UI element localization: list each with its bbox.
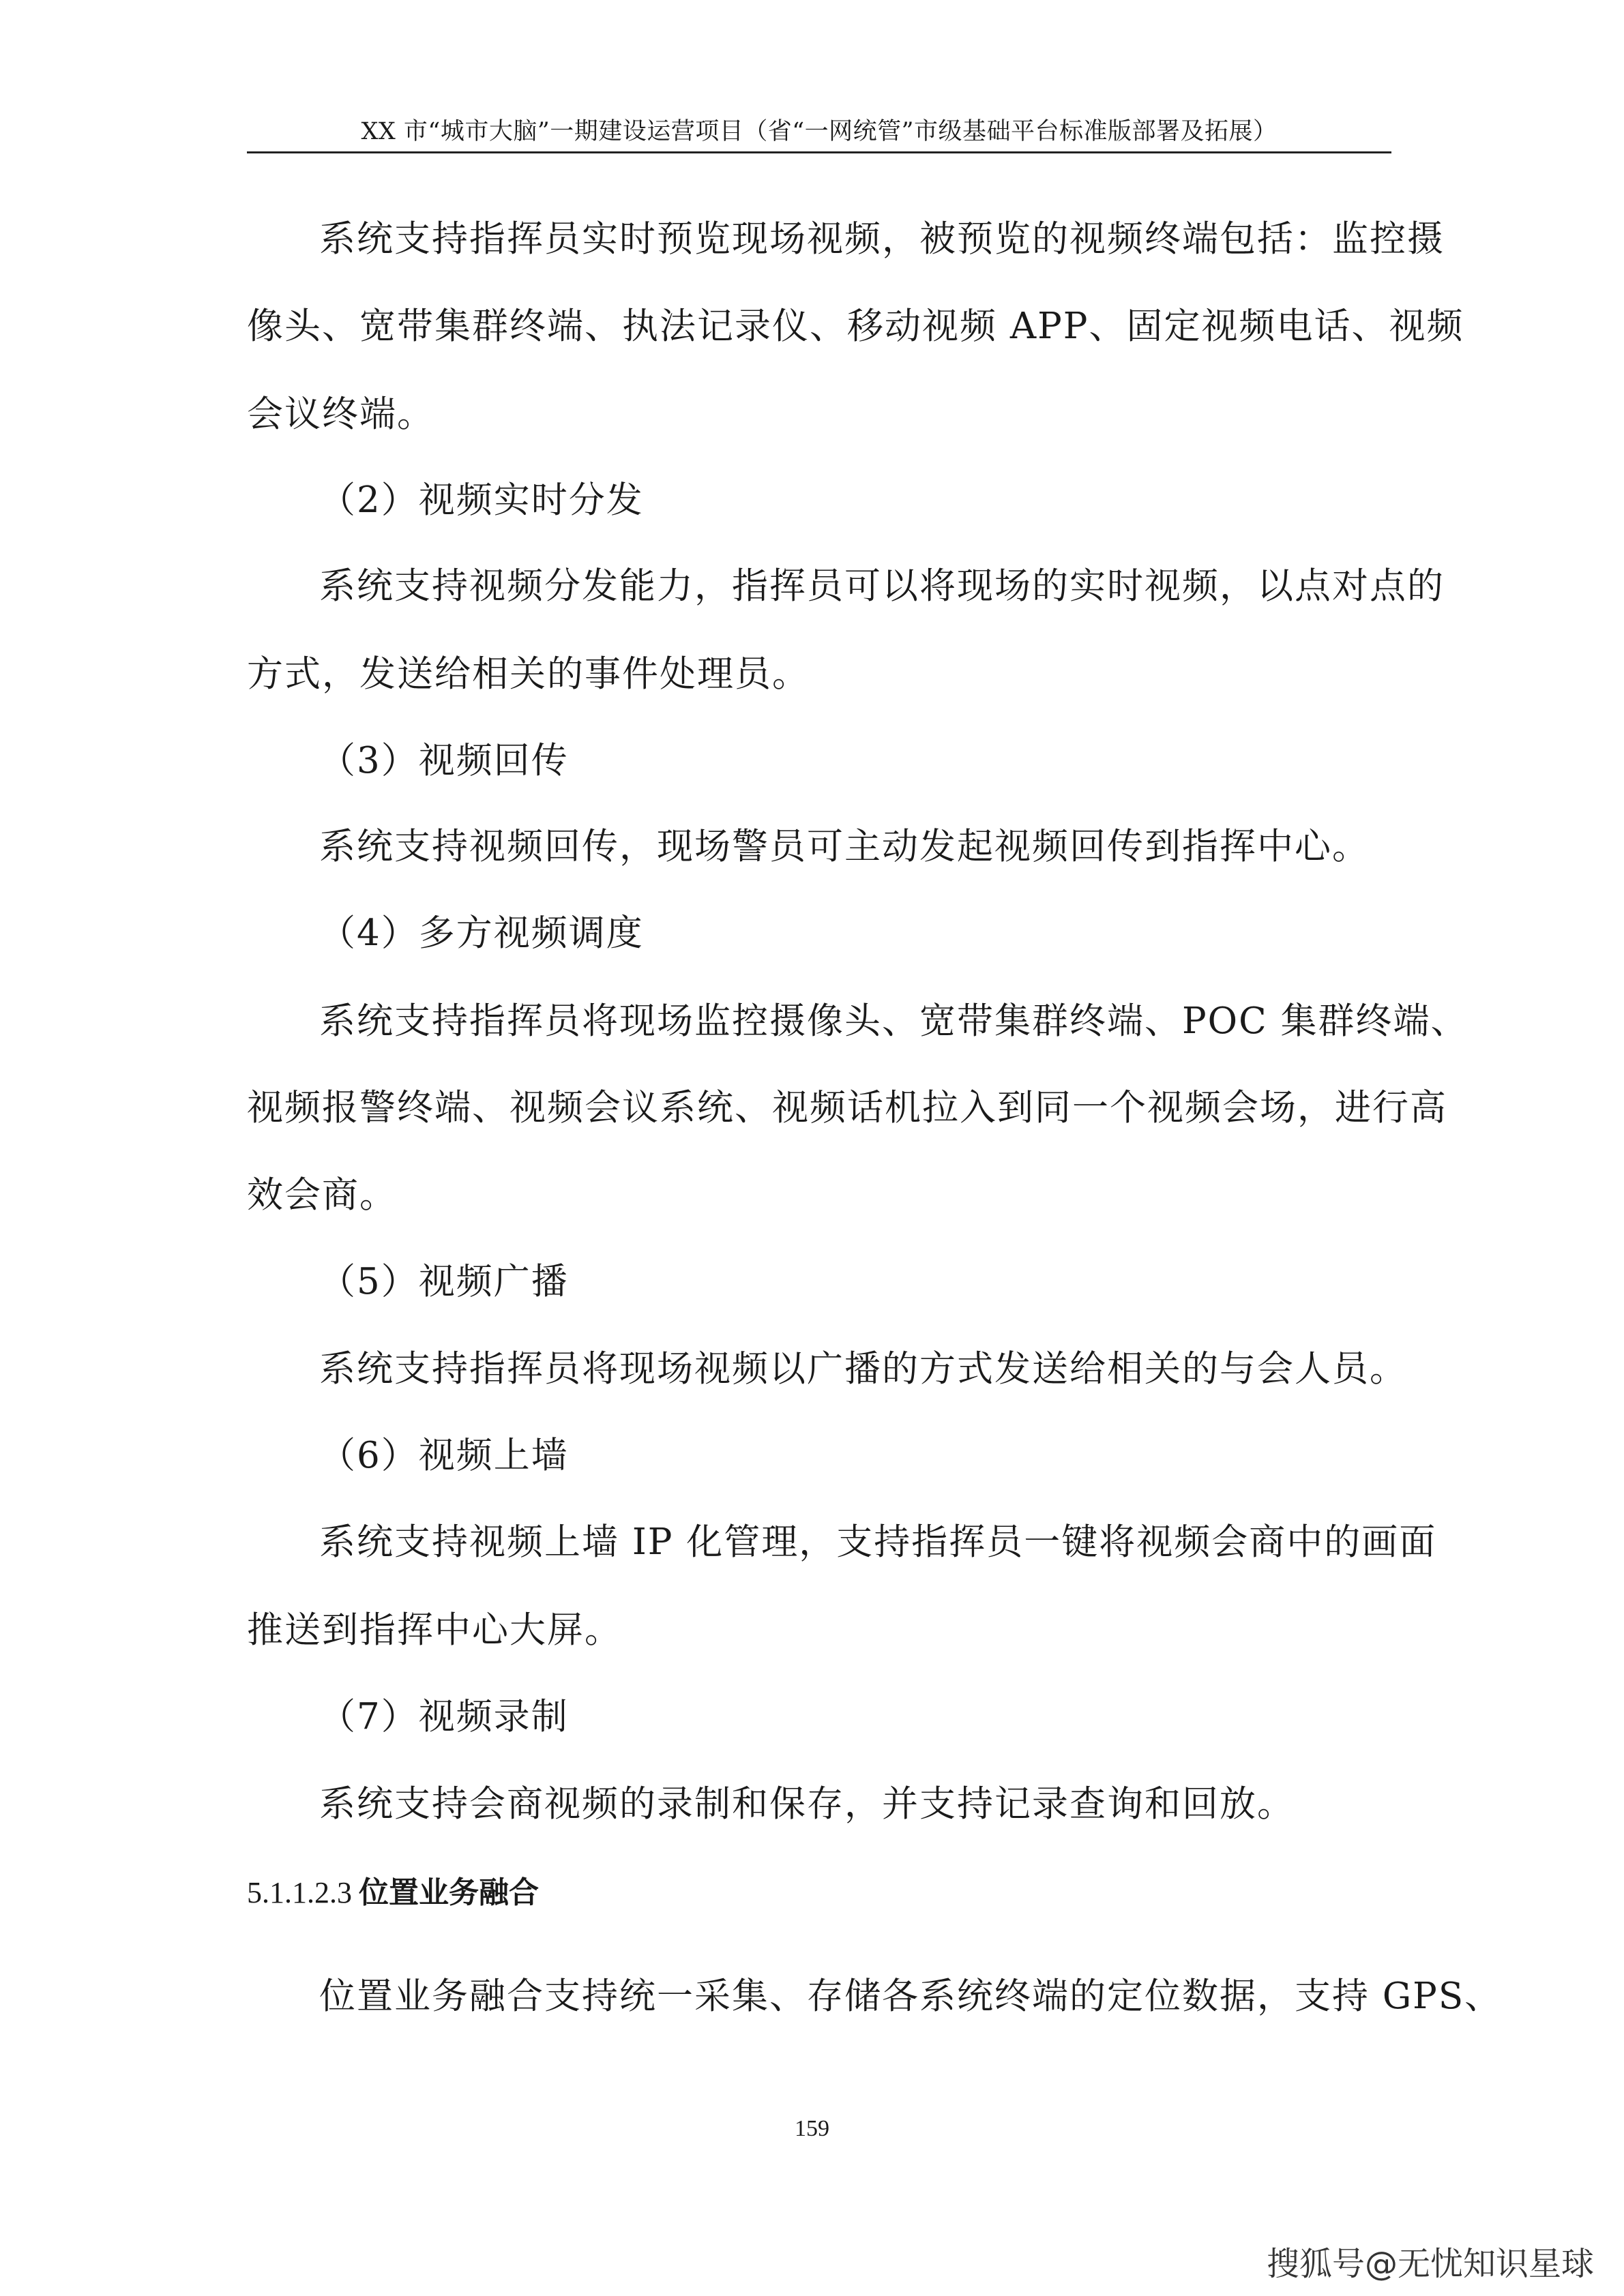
paragraph-line: 系统支持指挥员将现场视频以广播的方式发送给相关的与会人员。 (319, 1348, 1407, 1390)
running-header: XX 市“城市大脑”一期建设运营项目（省“一网统管”市级基础平台标准版部署及拓展） (361, 118, 1278, 145)
subheading-video-broadcast: （5）视频广播 (319, 1261, 569, 1302)
section-number: 5.1.1.2.3 (247, 1876, 352, 1909)
subheading-video-backhaul: （3）视频回传 (319, 740, 569, 781)
subheading-video-recording: （7）视频录制 (319, 1696, 569, 1738)
subheading-video-wall: （6）视频上墙 (319, 1435, 569, 1476)
paragraph-line: 方式，发送给相关的事件处理员。 (247, 653, 810, 695)
paragraph-line: 推送到指挥中心大屏。 (247, 1609, 622, 1651)
subheading-video-distribution: （2）视频实时分发 (319, 479, 644, 521)
paragraph-line: 会议终端。 (247, 393, 434, 435)
paragraph-line: 效会商。 (247, 1174, 397, 1216)
paragraph-line: 视频报警终端、视频会议系统、视频话机拉入到同一个视频会场，进行高 (247, 1087, 1447, 1129)
paragraph-line: 系统支持会商视频的录制和保存，并支持记录查询和回放。 (319, 1783, 1295, 1825)
paragraph-line: 系统支持指挥员将现场监控摄像头、宽带集群终端、POC 集群终端、 (319, 1000, 1468, 1042)
paragraph-line: 系统支持视频回传，现场警员可主动发起视频回传到指挥中心。 (319, 826, 1370, 867)
section-heading (247, 1873, 539, 1913)
paragraph-line: 系统支持视频分发能力，指挥员可以将现场的实时视频，以点对点的 (319, 565, 1445, 607)
section-title: 位置业务融合 (359, 1875, 539, 1910)
paragraph-line: 系统支持指挥员实时预览现场视频，被预览的视频终端包括：监控摄 (319, 218, 1445, 260)
paragraph-line: 位置业务融合支持统一采集、存储各系统终端的定位数据，支持 GPS、 (319, 1976, 1503, 2017)
header-rule (247, 151, 1391, 153)
page-number: 159 (795, 2116, 829, 2141)
paragraph-line: 系统支持视频上墙 IP 化管理，支持指挥员一键将视频会商中的画面 (319, 1521, 1437, 1563)
subheading-multiparty-dispatch: （4）多方视频调度 (319, 912, 644, 954)
paragraph-line: 像头、宽带集群终端、执法记录仪、移动视频 APP、固定视频电话、视频 (247, 305, 1464, 347)
watermark: 搜狐号@无忧知识星球 (1266, 2245, 1594, 2283)
